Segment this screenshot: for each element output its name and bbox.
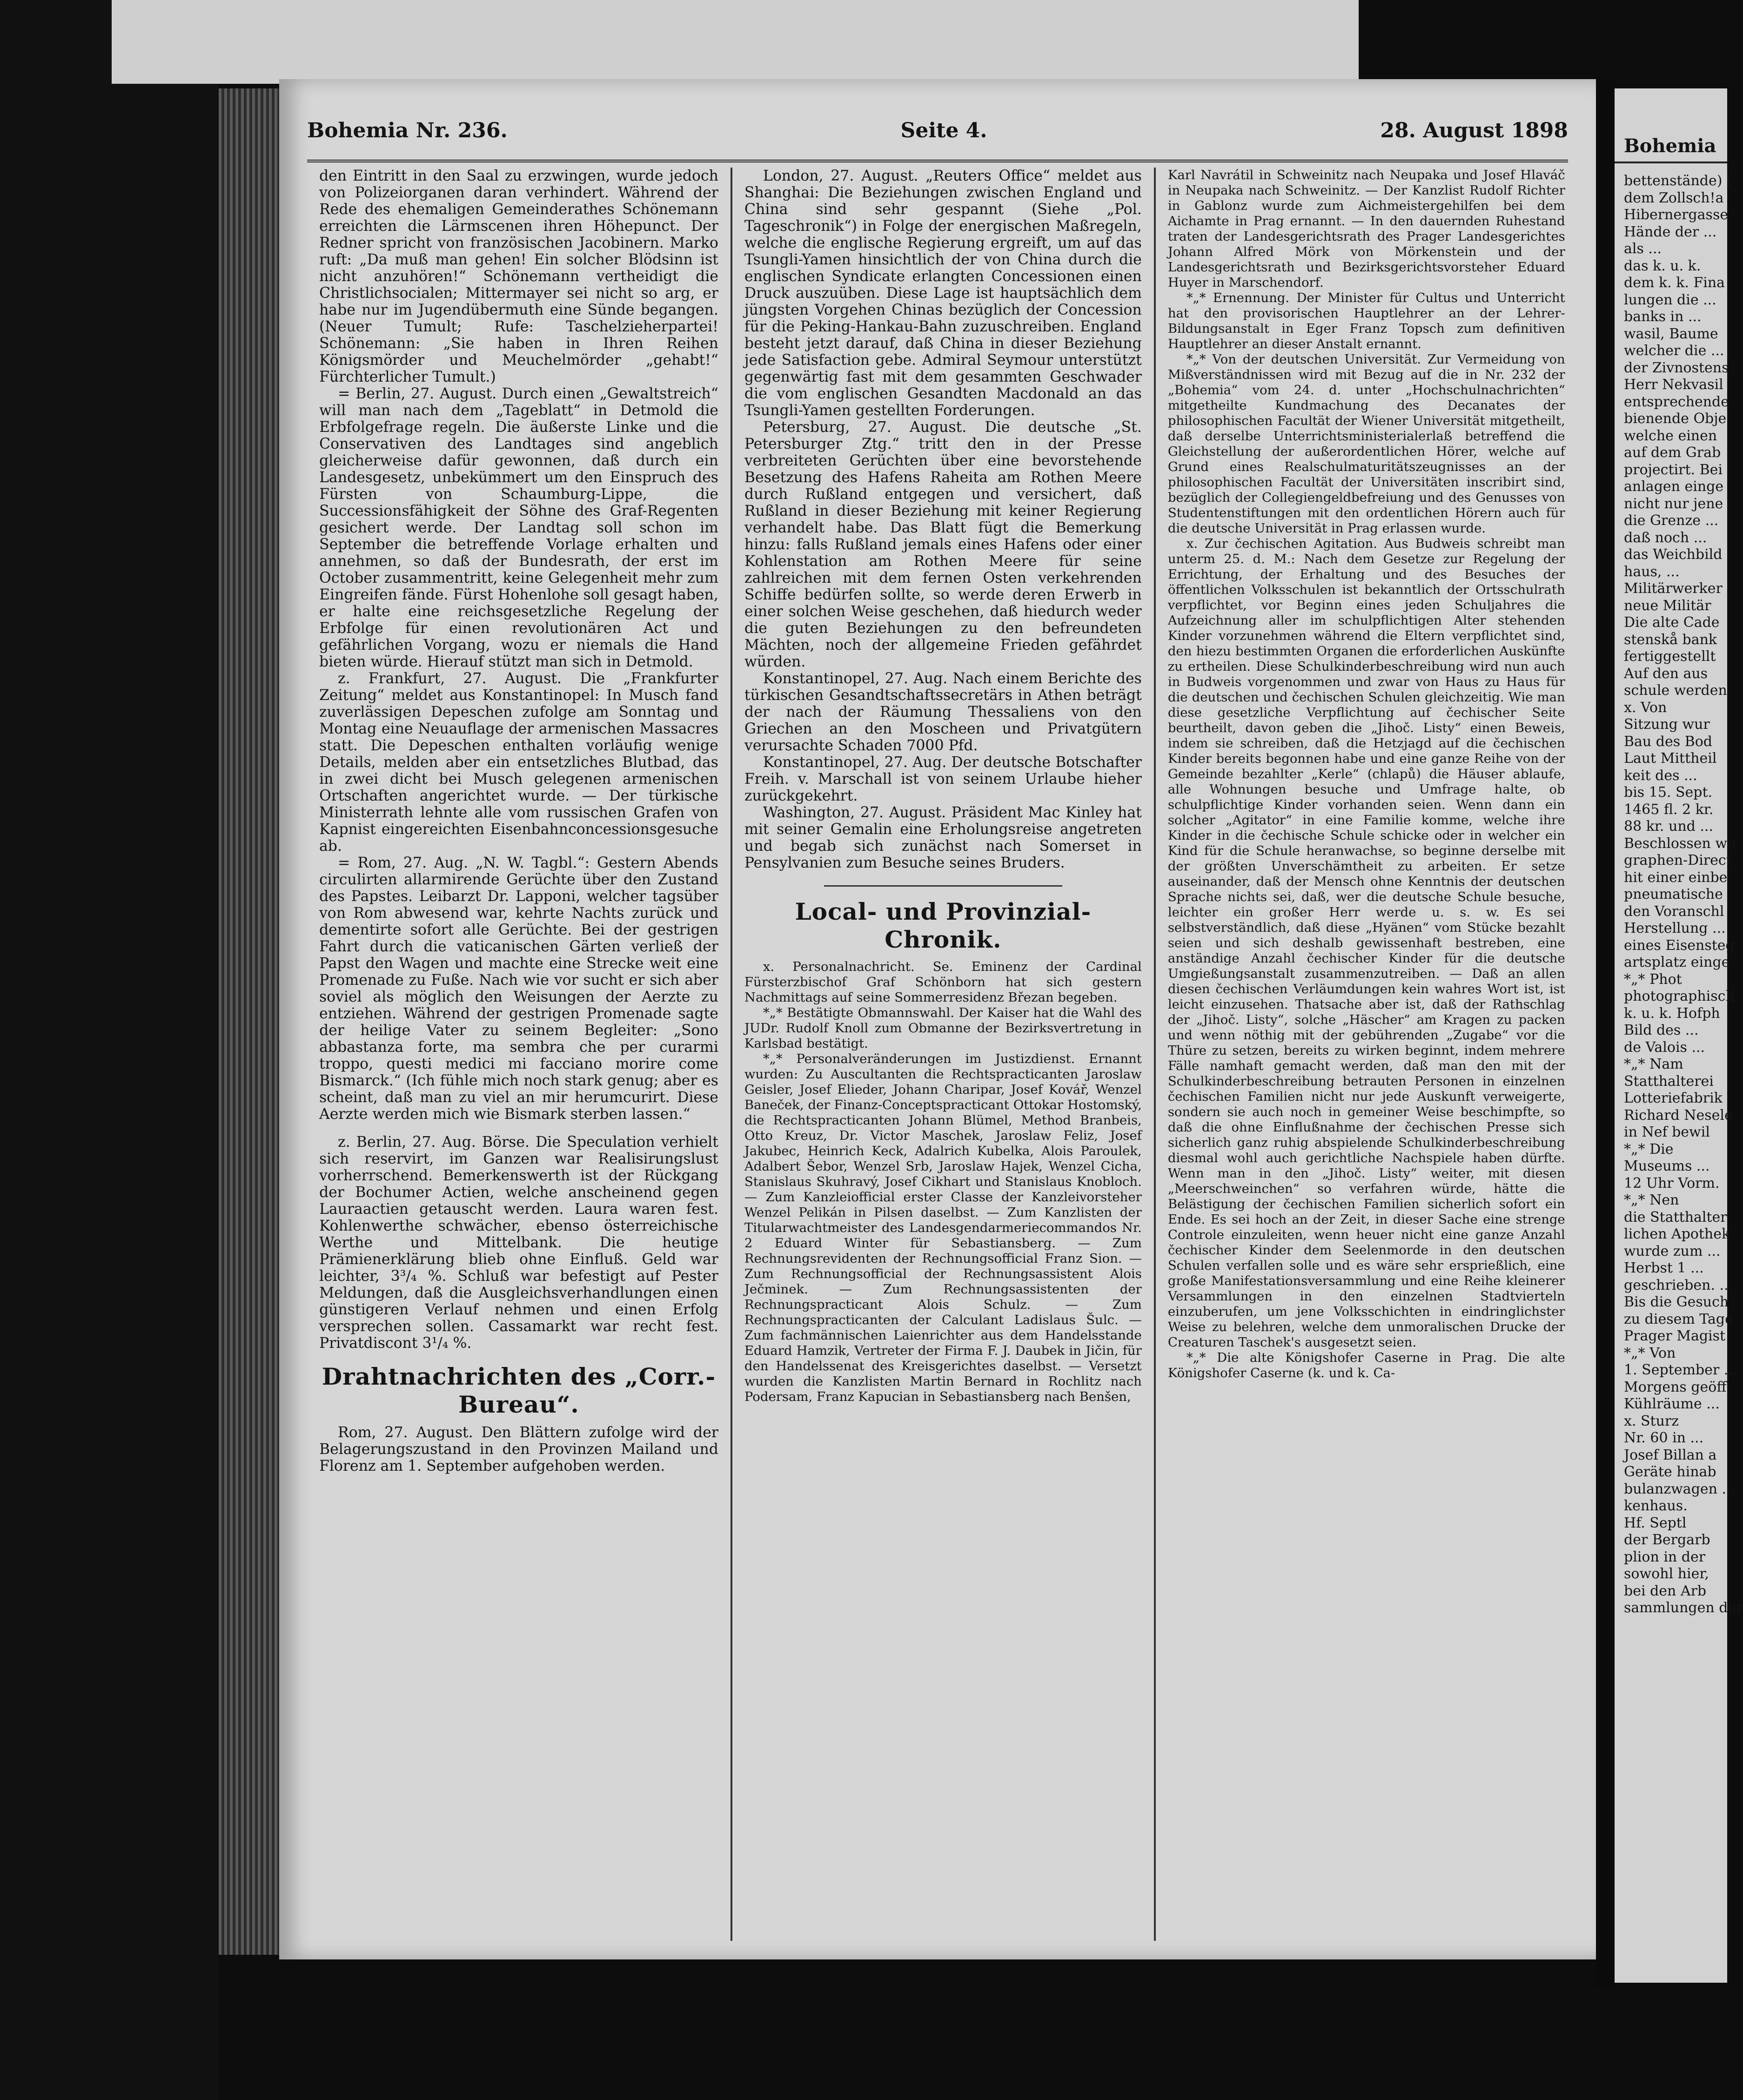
- adjacent-page-line: welcher die ...: [1624, 343, 1724, 359]
- adjacent-page-line: Herr Nekvasil: [1624, 377, 1723, 393]
- article-berlin: = Berlin, 27. August. Durch einen „Gewaltstreich“ will man nach dem „Tageblatt“ in Detmold die Erbfolgefrage regeln. Die äußerste Linke und die Conservativen des Landtages sind angeblich gleicherweise dafür gewonnen, daß durch ein Landesgesetz, unbekümmert um den Einspruch des Fürsten von Schaumburg-Lippe, die Successionsfähigkeit der Söhne des Graf-Regenten gesichert werde. Der Landtag soll schon im September die betreffende Vorlage erhalten und annehmen, so daß der Bundesrath, der erst im October zusammentritt, keine Gelegenheit mehr zum Eingreifen fände. Fürst Hohenlohe soll gesagt haben, er halte eine reichsgesetzliche Regelung der Erbfolge für einen revolutionären Act und gefährlichen Vorgang, wozu er niemals die Hand bieten würde. Hierauf stützt man sich in Detmold.: [319, 385, 718, 670]
- adjacent-page-line: als ...: [1624, 241, 1662, 257]
- adjacent-page-line: plion in der: [1624, 1548, 1706, 1565]
- adjacent-page-line: artsplatz einge: [1624, 954, 1730, 970]
- adjacent-page-line: Sitzung wur: [1624, 716, 1710, 733]
- adjacent-page-line: *„* Die: [1624, 1141, 1674, 1158]
- adjacent-page-line: de Valois ...: [1624, 1039, 1705, 1056]
- article-konstantinopel-1: Konstantinopel, 27. Aug. Nach einem Berichte des türkischen Gesandtschaftssecretärs in Athen beträgt der nach der Räumung Thessaliens von den Griechen an den Moscheen und Privatgütern verursachte Schaden 7000 Pfd.: [744, 670, 1142, 754]
- newspaper-page: [279, 79, 1596, 1959]
- adjacent-page-line: Herstellung ...: [1624, 920, 1726, 936]
- page-gutter: [1596, 79, 1615, 1987]
- adjacent-page-line: entsprechende: [1624, 393, 1729, 410]
- adjacent-page-line: photographisch: [1624, 988, 1735, 1004]
- adjacent-page-text: [1615, 163, 1743, 1617]
- section-divider: [824, 885, 1062, 887]
- adjacent-page-line: schule werden: [1624, 682, 1727, 699]
- adjacent-page-line: stenskå bank: [1624, 631, 1717, 648]
- article-obmannswahl: *„* Bestätigte Obmannswahl. Der Kaiser hat die Wahl des JUDr. Rudolf Knoll zum Obmanne der Bezirksvertretung in Karlsbad bestätigt.: [744, 1005, 1142, 1051]
- adjacent-page-line: lichen Apothek: [1624, 1226, 1730, 1242]
- adjacent-page-line: wurde zum ...: [1624, 1243, 1721, 1259]
- adjacent-page-line: haus, ...: [1624, 563, 1680, 580]
- adjacent-page-line: die Statthalter: [1624, 1209, 1727, 1225]
- article-agitation: x. Zur čechischen Agitation. Aus Budweis schreibt man unterm 25. d. M.: Nach dem Gesetze zur Regelung der Errichtung, der Erhaltung und des Besuches der öffentlichen Volksschulen ist bekanntlich der Ortsschulrath verpflichtet, vor Beginn eines jeden Schuljahres die Aufzeichnung aller im schulpflichtigen Alter stehenden Kinder vorzunehmen während die Eltern verpflichtet sind, den hiezu bestimmten Organen die erforderlichen Auskünfte zu ertheilen. Diese Schulkinderbeschreibung wird nun auch in Budweis vorgenommen und zwar von Haus zu Haus für die deutschen und čechischen Schulen gleichzeitig. Wie man diese gesetzliche Verpflichtung auf čechischer Seite beurtheilt, davon geben die „Jihoč. Listy“ einen Beweis, indem sie schreiben, daß die Hetzjagd auf die čechischen Kinder bereits begonnen habe und eine ganze Reihe von der Gemeinde bezahlter „Kerle“ (chlapů) die Häuser ablaufe, alle Wohnungen besuche und Umfrage halte, ob schulpflichtige Kinder vorhanden seien. Wenn dann ein solcher „Agitator“ in eine Familie komme, welche ihre Kinder in die čechische Schule schicke oder in welcher ein Kind für die Schule heranwachse, so beginne derselbe mit der größten Unverschämtheit zu arbeiten. Er setze auseinander, daß der Mensch ohne Kenntnis der deutschen Sprache nichts sei, daß, wer die deutsche Schule besuche, leichter ein großer Herr werde u. s. w. Es sei selbstverständlich, daß diese „Hyänen“ vom Stücke bezahlt seien und sich deshalb gewissenhaft bestreben, eine anständige Anzahl čechischer Kinder für die deutsche Umgießungsanstalt zusammenzutreiben. — Daß an allen diesen čechischen Verläumdungen kein wahres Wort ist, ist leicht einzusehen. Thatsache aber ist, daß der Rathschlag der „Jihoč. Listy“, solche „Häscher“ am Kragen zu packen und wenn nöthig mit der gebührenden „Zugabe“ vor die Thüre zu setzen, bereits zu wirken beginnt, indem mehrere Fälle namhaft gemacht werden, daß man den mit der Schulkinderbeschreibung betrauten Personen in einzelnen čechischen Familien nicht nur jede Auskunft verweigerte, sondern sie auch noch in gemeiner Weise beschimpfte, so daß die ohne Einflußnahme der čechischen Presse sich sicherlich ganz ruhig abspielende Schulkinderbeschreibung diesmal wohl auch gerichtliche Nachspiele haben dürfte. Wenn man in den „Jihoč. Listy“ weiter, mit diesen „Meerschweinchen“ so verfahren würde, hätte die Belästigung der čechischen Familien sicherlich sofort ein Ende. Es sei hoch an der Zeit, in dieser Sache eine strenge Controle einzuleiten, wenn heuer nicht eine ganze Anzahl čechischer Kinder dem Seelenmorde in den deutschen Schulen verfallen solle und es wäre sehr ersprießlich, eine große Manifestationsversammlung und eine Reihe kleinerer Versammlungen in den einzelnen Stadtvierteln einzuberufen, um jene Volksschichten in eindringlichster Weise zu belehren, welche dem unmoralischen Drucke der Creaturen Taschek's ausgesetzt seien.: [1167, 536, 1565, 1350]
- adjacent-page-line: lungen die ...: [1624, 291, 1716, 308]
- adjacent-page-line: sammlungen der: [1624, 1600, 1743, 1616]
- adjacent-page-line: in Nef bewil: [1624, 1124, 1710, 1140]
- adjacent-page-line: der Bergarb: [1624, 1532, 1710, 1548]
- adjacent-page-line: den Voranschl: [1624, 903, 1724, 920]
- adjacent-page-line: bei den Arb: [1624, 1582, 1707, 1599]
- adjacent-page-line: *„* Phot: [1624, 971, 1682, 988]
- adjacent-page-line: wasil, Baume: [1624, 325, 1718, 342]
- article-ernennung: *„* Ernennung. Der Minister für Cultus und Unterricht hat den provisorischen Hauptlehrer an der Lehrer-Bildungsanstalt in Eger Franz Topsch zum definitiven Hauptlehrer an dieser Anstalt ernannt.: [1167, 290, 1565, 351]
- adjacent-page-line: bienende Obje: [1624, 411, 1727, 427]
- issue-date: 28. August 1898: [1380, 119, 1568, 142]
- adjacent-page-line: k. u. k. Hofph: [1624, 1005, 1720, 1022]
- adjacent-page-line: 88 kr. und ...: [1624, 818, 1713, 835]
- book-page-edges: [219, 88, 284, 1955]
- article-rom-telegraph: Rom, 27. August. Den Blättern zufolge wird der Belagerungszustand in den Provinzen Mailand und Florenz am 1. September aufgehoben werden.: [319, 1424, 718, 1474]
- adjacent-page-line: Museums ...: [1624, 1158, 1710, 1174]
- adjacent-page-line: Geräte hinab: [1624, 1464, 1716, 1480]
- adjacent-page-line: x. Sturz: [1624, 1413, 1679, 1429]
- adjacent-page-line: Hibernergasse: [1624, 207, 1729, 223]
- article-continued: Karl Navrátil in Schweinitz nach Neupaka und Josef Hlaváč in Neupaka nach Schweinitz. — Der Kanzlist Rudolf Richter in Gablonz wurde zum Aichmeistergehilfen bei dem Aichamte in Prag ernannt. — In den dauernden Ruhestand traten der Landesgerichtsrath des Prager Landesgerichtes Johann Alfred Mörk von Mörkenstein und der Landesgerichtsrath und Bezirksgerichtsvorsteher Eduard Huyer in Marschendorf.: [1167, 168, 1565, 290]
- column-2: [731, 168, 1154, 1941]
- adjacent-page-line: 1. September ...: [1624, 1362, 1737, 1378]
- adjacent-page-line: nicht nur jene: [1624, 495, 1723, 512]
- article-paragraph: den Eintritt in den Saal zu erzwingen, wurde jedoch von Polizeiorganen daran verhindert. Während der Rede des ehemaligen Gemeinderathes Schönemann erreichten die Lärmscenen ihren Höhepunct. Der Redner spricht von französischen Jacobinern. Marko ruft: „Da muß man gehen! Ein solcher Blödsinn ist nicht anzuhören!“ Schönemann vertheidigt die Christlichsocialen; Mittermayer sei nicht so arg, er habe nur im Jugendübermuth eine Sünde begangen. (Neuer Tumult; Rufe: Taschelzieherpartei! Schönemann: „Sie haben in Ihren Reihen Königsmörder und Meuchelmörder „gehabt!“ Fürchterlicher Tumult.): [319, 168, 718, 385]
- column-3: [1154, 168, 1577, 1941]
- article-universitaet: *„* Von der deutschen Universität. Zur Vermeidung von Mißverständnissen wird mit Bezug auf die in Nr. 232 der „Bohemia“ vom 24. d. unter „Hochschulnachrichten“ mitgetheilte Kundmachung des Decanates der philosophischen Facultät der Wiener Universität mitgetheilt, daß derselbe Unterrichtsministerialerlaß betreffend die Gleichstellung der außerordentlichen Hörer, welche auf Grund eines Realschulmaturitätszeugnisses an der philosophischen Facultät der Universitäten inscribirt sind, bezüglich der Collegiengeldbefreiung und des Genusses von Studentenstiftungen mit den ordentlichen Hörern auch für die deutsche Universität in Prag erlassen wurde.: [1167, 352, 1565, 536]
- scan-top-strip: [112, 0, 1359, 84]
- page-number: Seite 4.: [900, 119, 987, 142]
- adjacent-page-line: keit des ...: [1624, 767, 1697, 784]
- adjacent-page-line: geschrieben. ...: [1624, 1277, 1733, 1293]
- adjacent-page: [1615, 88, 1743, 1983]
- adjacent-page-line: Bis die Gesuch: [1624, 1294, 1729, 1310]
- adjacent-page-line: das k. u. k.: [1624, 257, 1701, 274]
- adjacent-page-line: x. Von: [1624, 699, 1667, 716]
- adjacent-page-line: banks in ...: [1624, 309, 1702, 325]
- columns: [307, 168, 1577, 1941]
- article-berlin-boerse: z. Berlin, 27. Aug. Börse. Die Speculation verhielt sich reservirt, im Ganzen war Realisirungslust vorherrschend. Bemerkenswerth ist der Rückgang der Bochumer Actien, welche anscheinend gegen Lauraactien getauscht werden. Laura waren fest. Kohlenwerthe schwächer, ebenso österreichische Werthe und Mittelbank. Die heutige Prämienerklärung blieb ohne Einfluß. Geld war leichter, 3³/₄ %. Schluß war befestigt auf Pester Meldungen, daß die Ausgleichsverhandlungen einen günstigeren Verlauf nehmen und einen Erfolg versprechen sollen. Cassamarkt war recht fest. Privatdiscont 3¹/₄ %.: [319, 1134, 718, 1352]
- adjacent-page-line: Morgens geöff: [1624, 1379, 1727, 1395]
- adjacent-page-line: Militärwerker: [1624, 580, 1723, 597]
- adjacent-page-line: neue Militär: [1624, 597, 1711, 614]
- article-rom: = Rom, 27. Aug. „N. W. Tagbl.“: Gestern Abends circulirten allarmirende Gerüchte über den Zustand des Papstes. Leibarzt Dr. Lapponi, welcher tagsüber von Rom abwesend war, kehrte Nachts zurück und dementirte sofort alle Gerüchte. Bei der gestrigen Fahrt durch die vaticanischen Gärten verließ der Papst den Wagen und machte eine Strecke weit eine Promenade zu Fuße. Nach wie vor sucht er sich aber soviel als möglich den Weisungen der Aerzte zu entziehen. Während der gestrigen Promenade sagte der heilige Vater zu seinem Begleiter: „Sono abbastanza forte, ma sembra che per curarmi troppo, questi medici mi facciano morire come Bismarck.“ (Ich fühle mich noch stark genug; aber es scheint, daß man zu viel an mir herumcurirt. Diese Aerzte werden mich wie Bismark sterben lassen.“: [319, 855, 718, 1123]
- adjacent-page-line: Auf den aus: [1624, 665, 1708, 682]
- adjacent-page-line: Josef Billan a: [1624, 1447, 1717, 1463]
- adjacent-page-line: Bau des Bod: [1624, 733, 1712, 750]
- adjacent-page-line: Nr. 60 in ...: [1624, 1430, 1704, 1446]
- adjacent-page-line: projectirt. Bei: [1624, 461, 1723, 478]
- adjacent-page-line: Lotteriefabrik: [1624, 1090, 1723, 1106]
- adjacent-page-line: eines Eisensteg: [1624, 937, 1735, 954]
- adjacent-page-line: *„* Nen: [1624, 1192, 1679, 1208]
- adjacent-page-line: Richard Nesele: [1624, 1107, 1733, 1124]
- adjacent-page-line: pneumatische: [1624, 886, 1723, 902]
- adjacent-page-line: daß noch ...: [1624, 529, 1707, 546]
- adjacent-page-line: *„* Nam: [1624, 1056, 1683, 1072]
- adjacent-page-line: fertiggestellt: [1624, 648, 1716, 665]
- scan-background: [0, 0, 219, 2100]
- adjacent-page-line: auf dem Grab: [1624, 444, 1721, 461]
- adjacent-page-line: Die alte Cade: [1624, 614, 1720, 631]
- adjacent-page-line: 12 Uhr Vorm.: [1624, 1175, 1720, 1191]
- adjacent-page-line: Bild des ...: [1624, 1022, 1699, 1038]
- adjacent-page-line: Hände der ...: [1624, 223, 1717, 240]
- adjacent-page-line: 1465 fl. 2 kr.: [1624, 801, 1714, 818]
- adjacent-page-line: die Grenze ...: [1624, 512, 1719, 529]
- article-personalnachricht: x. Personalnachricht. Se. Eminenz der Cardinal Fürsterzbischof Graf Schönborn hat sich gestern Nachmittags auf seine Sommerresidenz Březan begeben.: [744, 959, 1142, 1005]
- article-caserne: *„* Die alte Königshofer Caserne in Prag. Die alte Königshofer Caserne (k. und k. Ca-: [1167, 1350, 1565, 1380]
- adjacent-page-line: graphen-Direct: [1624, 852, 1732, 868]
- adjacent-page-line: der Zivnostens: [1624, 359, 1729, 376]
- adjacent-page-line: anlagen einge: [1624, 478, 1724, 495]
- section-title-telegraph: Drahtnachrichten des „Corr.-Bureau“.: [322, 1363, 716, 1418]
- adjacent-page-line: dem Zollsch!a: [1624, 189, 1724, 206]
- article-washington: Washington, 27. August. Präsident Mac Kinley hat mit seiner Gemalin eine Erholungsreise angetreten und begab sich zunächst nach Somerset in Pensylvanien zum Besuche seines Bruders.: [744, 804, 1142, 871]
- adjacent-page-line: hit einer einbe: [1624, 869, 1728, 886]
- adjacent-page-line: Hf. Septl: [1624, 1514, 1687, 1531]
- article-london: London, 27. August. „Reuters Office“ meldet aus Shanghai: Die Beziehungen zwischen England und China sind sehr gespannt (Siehe „Pol. Tageschronik“) in Folge der energischen Maßregeln, welche die englische Regierung ergreift, um auf das Tsungli-Yamen hinsichtlich der von China durch die englischen Syndicate erlangten Concessionen einen Druck auszuüben. Diese Lage ist hauptsächlich dem jüngsten Vorgehen Chinas bezüglich der Concession für die Peking-Hankau-Bahn zuzuschreiben. England besteht jetzt darauf, daß China in dieser Beziehung jede Satisfaction gebe. Admiral Seymour unterstützt gegenwärtig fast mit dem gesammten Geschwader die vom englischen Gesandten Macdonald an das Tsungli-Yamen gestellten Forderungen.: [744, 168, 1142, 419]
- adjacent-page-line: bettenstände) i: [1624, 173, 1731, 189]
- section-title-local: Local- und Provinzial-Chronik.: [795, 898, 1092, 953]
- article-konstantinopel-2: Konstantinopel, 27. Aug. Der deutsche Botschafter Freih. v. Marschall ist von seinem Urlaube hieher zurückgekehrt.: [744, 754, 1142, 804]
- adjacent-page-line: Kühlräume ...: [1624, 1396, 1720, 1412]
- adjacent-page-line: kenhaus.: [1624, 1498, 1688, 1514]
- adjacent-page-line: welche einen: [1624, 427, 1717, 444]
- adjacent-page-line: bulanzwagen ...: [1624, 1481, 1736, 1497]
- article-frankfurt: z. Frankfurt, 27. August. Die „Frankfurter Zeitung“ meldet aus Konstantinopel: In Musch fand zuverlässigen Depeschen zufolge am Sonntag und Montag eine Neuauflage der armenischen Massacres statt. Die Depeschen enthalten vorläufig wenige Details, melden aber ein entsetzliches Blutbad, das in zwei dicht bei Musch gelegenen armenischen Ortschaften angerichtet wurde. — Der türkische Ministerrath lehnte alle vom russischen Grafen von Kapnist eingereichten Eisenbahnconcessionsgesuche ab.: [319, 670, 718, 855]
- adjacent-page-header: Bohemia: [1615, 88, 1727, 163]
- column-1: [307, 168, 731, 1941]
- adjacent-page-line: Statthalterei: [1624, 1073, 1714, 1090]
- paper-name: Bohemia Nr. 236.: [307, 119, 508, 142]
- adjacent-page-line: Beschlossen wu: [1624, 835, 1736, 852]
- article-petersburg: Petersburg, 27. August. Die deutsche „St. Petersburger Ztg.“ tritt den in der Presse verbreiteten Gerüchten über eine bevorstehende Besetzung des Hafens Raheita am Rothen Meere durch Rußland entgegen und versichert, daß Rußland in dieser Beziehung mit keiner Regierung verhandelt habe. Das Blatt fügt die Bemerkung hinzu: falls Rußland jemals eines Hafens oder einer Kohlenstation am Rothen Meere für seine zahlreichen mit dem fernen Osten verkehrenden Schiffe bedürfen sollte, so werde deren Erwerb in einer solchen Weise geschehen, daß hiedurch weder die guten Beziehungen zu den befreundeten Mächten, noch der allgemeine Frieden gefährdet würden.: [744, 419, 1142, 670]
- adjacent-page-line: *„* Von: [1624, 1345, 1676, 1361]
- adjacent-page-line: Herbst 1 ...: [1624, 1260, 1704, 1276]
- article-justizdienst: *„* Personalveränderungen im Justizdienst. Ernannt wurden: Zu Auscultanten die Rechtspracticanten Jaroslaw Geisler, Josef Elieder, Johann Charipar, Josef Kovář, Wenzel Baneček, der Finanz-Conceptspracticant Ottokar Hostomský, die Rechtspracticanten Johann Blümel, Method Branbeis, Otto Kreuz, Dr. Victor Maschek, Jaroslaw Feliz, Josef Jakubec, Heinrich Keck, Adalrich Kubelka, Alois Paroulek, Adalbert Šebor, Wenzel Srb, Jaroslaw Hajek, Wenzel Cicha, Stanislaus Skuhravý, Josef Cikhart und Stanislaus Knobloch. — Zum Kanzleiofficial erster Classe der Kanzleivorsteher Wenzel Pelikán in Pilsen daselbst. — Zum Kanzlisten der Titularwachtmeister des Landesgendarmeriecommandos Nr. 2 Eduard Winter für Sebastiansberg. — Zum Rechnungsrevidenten der Rechnungsofficial Franz Sion. — Zum Rechnungsofficial der Rechnungsassistent Alois Ječminek. — Zum Rechnungsassistenten der Rechnungspracticant Alois Schulz. — Zum Rechnungspracticanten der Calculant Ladislaus Šulc. — Zum fachmännischen Laienrichter aus dem Handelsstande Eduard Hamzik, Vertreter der Firma F. J. Daubek in Jičin, für den Handelssenat des Kreisgerichtes daselbst. — Versetzt wurden die Kanzlisten Martin Bernard in Rochlitz nach Podersam, Franz Kapucian in Sebastiansberg nach Benšen,: [744, 1051, 1142, 1404]
- adjacent-page-line: sowohl hier,: [1624, 1566, 1709, 1582]
- adjacent-page-line: Laut Mittheil: [1624, 750, 1717, 767]
- page-header: [307, 119, 1568, 162]
- adjacent-page-line: dem k. k. Fina: [1624, 275, 1725, 291]
- local-chronicle: [744, 959, 1142, 1405]
- adjacent-page-line: das Weichbild: [1624, 546, 1723, 563]
- adjacent-page-line: bis 15. Sept.: [1624, 784, 1713, 801]
- adjacent-page-line: Prager Magist: [1624, 1328, 1726, 1344]
- adjacent-page-line: zu diesem Tage: [1624, 1311, 1733, 1327]
